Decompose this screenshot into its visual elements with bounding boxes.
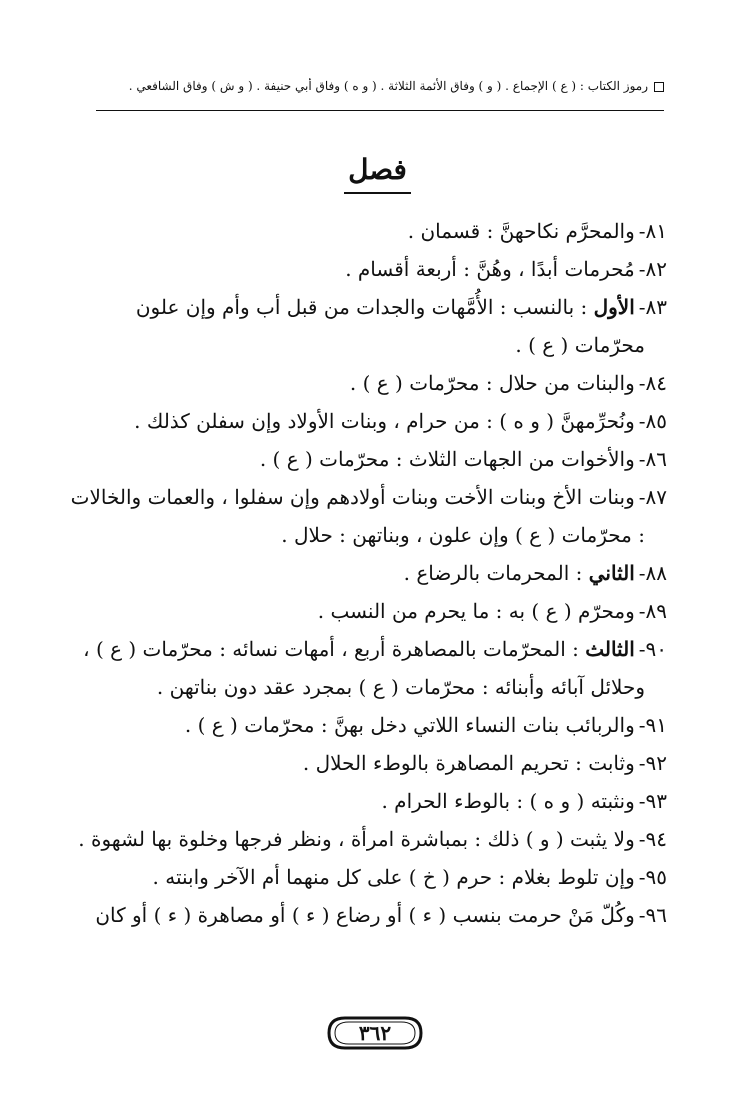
rulings-list: [70, 212, 667, 934]
list-item-87-continuation: : محرّمات ( ع ) وإن علون ، وبناتهن : حلال .: [281, 523, 645, 547]
list-item-83: [87, 288, 667, 326]
item-text: والربائب بنات النساء اللاتي دخل بهنَّ : محرّمات ( ع ) .: [184, 713, 635, 737]
item-text: وإن تلوط بغلام : حرم ( خ ) على كل منهما أم الآخر وابنته .: [152, 865, 635, 889]
list-item-88: [87, 554, 667, 592]
item-text: والمحرَّم نكاحهنَّ : قسمان .: [407, 219, 635, 243]
item-text: وبنات الأخ وبنات الأخت وبنات أولادهم وإن سفلوا ، والعمات والخالات: [70, 485, 635, 509]
item-number: ٨١-: [638, 219, 667, 243]
item-keyword: الثالث: [585, 637, 635, 661]
item-keyword: الأول: [593, 295, 635, 319]
item-number: ٨٣-: [638, 295, 667, 319]
item-keyword: الثاني: [588, 561, 635, 585]
list-item-96: [87, 896, 667, 934]
list-item-92: [87, 744, 667, 782]
item-text: ونُحرِّمهنَّ ( و ه ) : من حرام ، وبنات الأولاد وإن سفلن كذلك .: [134, 409, 635, 433]
item-text: والبنات من حلال : محرّمات ( ع ) .: [349, 371, 635, 395]
square-bullet-icon: [654, 82, 664, 92]
item-text: : المحرّمات بالمصاهرة أربع ، أمهات نسائه : محرّمات ( ع ) ،: [83, 637, 586, 661]
list-item-81: [87, 212, 667, 250]
item-number: ٨٤-: [638, 371, 667, 395]
list-item-82: [87, 250, 667, 288]
item-number: ٨٩-: [638, 599, 667, 623]
symbols-legend-header: [96, 78, 664, 94]
page-number-badge: [327, 1014, 423, 1052]
item-text: : بالنسب : الأُمَّهات والجدات من قبل أب وأم وإن علون: [135, 295, 594, 319]
symbols-legend-text: رموز الكتاب : ( ع ) الإجماع . ( و ) وفاق الأئمة الثلاثة . ( و ه ) وفاق أبي حنيفة . ( و ش ) وفاق الشافعي .: [128, 79, 648, 93]
list-item-85: [87, 402, 667, 440]
list-item-87: [70, 478, 667, 516]
item-text: وكُلّ مَنْ حرمت بنسب ( ء ) أو رضاع ( ء ) أو مصاهرة ( ء ) أو كان: [95, 903, 635, 927]
list-item-90-continuation: وحلائل آبائه وأبنائه : محرّمات ( ع ) بمجرد عقد دون بناتهن .: [156, 675, 645, 699]
list-item-83-continuation: محرّمات ( ع ) .: [515, 333, 645, 357]
list-item-89: [87, 592, 667, 630]
header-divider: [96, 110, 664, 111]
item-text: ولا يثبت ( و ) ذلك : بمباشرة امرأة ، ونظر فرجها وخلوة بها لشهوة .: [78, 827, 635, 851]
list-item-90: [83, 630, 667, 668]
list-item-86: [87, 440, 667, 478]
item-number: ٩٤-: [638, 827, 667, 851]
item-number: ٩٥-: [638, 865, 667, 889]
item-number: ٩٠-: [638, 637, 667, 661]
list-item-91: [87, 706, 667, 744]
item-text: والأخوات من الجهات الثلاث : محرّمات ( ع ) .: [259, 447, 635, 471]
list-item-84: [87, 364, 667, 402]
list-item-93: [87, 782, 667, 820]
section-title-text: فصل: [344, 150, 411, 194]
page-number: ٣٦٢: [358, 1021, 392, 1045]
item-number: ٨٨-: [638, 561, 667, 585]
item-number: ٩٣-: [638, 789, 667, 813]
item-number: ٨٧-: [638, 485, 667, 509]
item-text: وثابت : تحريم المصاهرة بالوطء الحلال .: [302, 751, 635, 775]
list-item-95: [87, 858, 667, 896]
section-title: [0, 150, 755, 194]
item-number: ٨٦-: [638, 447, 667, 471]
item-text: ومحرّم ( ع ) به : ما يحرم من النسب .: [317, 599, 635, 623]
item-number: ٩١-: [638, 713, 667, 737]
item-number: ٩٢-: [638, 751, 667, 775]
item-number: ٨٥-: [638, 409, 667, 433]
item-text: ونثبته ( و ه ) : بالوطء الحرام .: [381, 789, 635, 813]
item-number: ٩٦-: [638, 903, 667, 927]
item-text: : المحرمات بالرضاع .: [403, 561, 589, 585]
list-item-94: [78, 820, 667, 858]
item-number: ٨٢-: [638, 257, 667, 281]
item-text: مُحرمات أبدًا ، وهُنَّ : أربعة أقسام .: [345, 257, 635, 281]
